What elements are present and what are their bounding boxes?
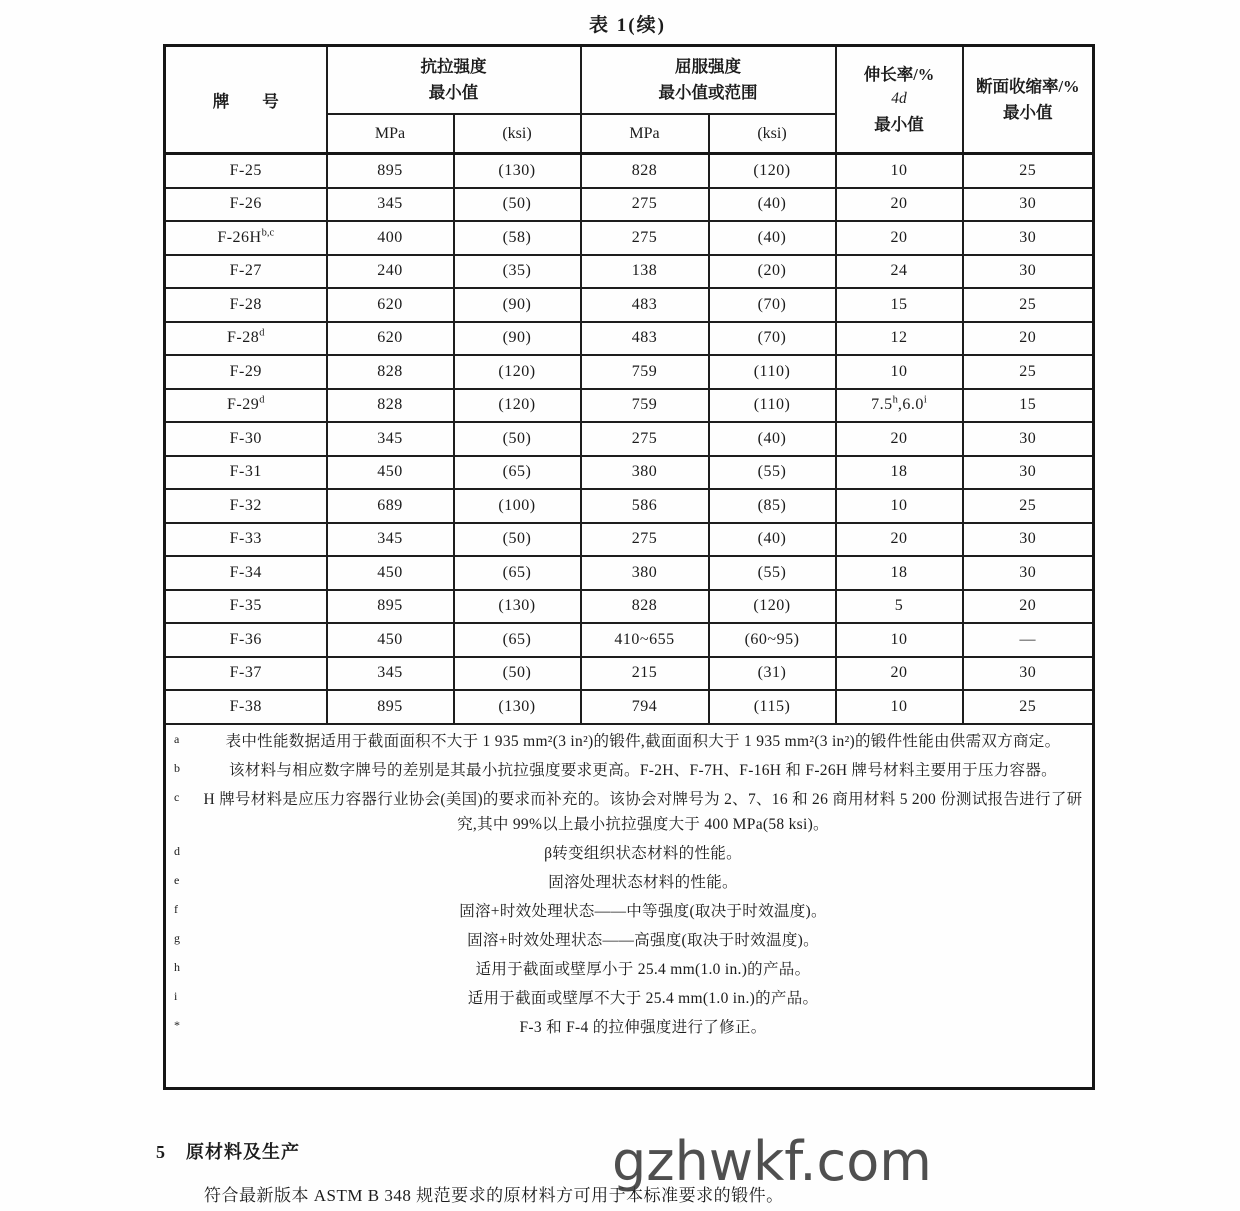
cell-tensile-mpa: 450 [327,623,454,657]
table-row [165,389,1094,423]
cell-tensile-mpa: 345 [327,523,454,557]
table-row [165,590,1094,624]
cell-yield-ksi: (85) [709,489,836,523]
cell-elongation: 5 [836,590,963,624]
cell-yield-mpa: 275 [581,422,709,456]
table-row [165,422,1094,456]
cell-yield-ksi: (55) [709,456,836,490]
cell-tensile-mpa: 828 [327,389,454,423]
cell-yield-ksi: (20) [709,255,836,289]
table-row [165,623,1094,657]
cell-elongation: 20 [836,523,963,557]
col-header-yield [581,46,836,115]
footnote-text: H 牌号材料是应压力容器行业协会(美国)的要求而补充的。该协会对牌号为 2、7、16 和 26 商用材料 5 200 份测试报告进行了研究,其中 99%以上最小抗拉强度大于 400 MPa(58 ksi)。 [203,790,1083,833]
cell-yield-mpa: 759 [581,355,709,389]
cell-tensile-mpa: 345 [327,657,454,691]
cell-yield-mpa: 275 [581,523,709,557]
cell-grade: F-25 [165,154,327,188]
cell-reduction: 30 [963,255,1094,289]
footnote-text: 表中性能数据适用于截面面积不大于 1 935 mm²(3 in²)的锻件,截面面积大于 1 935 mm²(3 in²)的锻件性能由供需双方商定。 [225,732,1061,750]
cell-yield-mpa: 586 [581,489,709,523]
cell-yield-ksi: (70) [709,322,836,356]
cell-grade: F-27 [165,255,327,289]
table-row [165,154,1094,188]
cell-tensile-ksi: (130) [454,690,581,724]
footnote-h [166,957,1092,982]
cell-yield-ksi: (120) [709,590,836,624]
materials-spec-table [163,44,1095,1090]
footnote-text: F-3 和 F-4 的拉伸强度进行了修正。 [519,1018,767,1036]
table-row [165,523,1094,557]
section-paragraph: 符合最新版本 ASTM B 348 规范要求的原材料方可用于本标准要求的锻件。 [204,1186,784,1205]
cell-tensile-ksi: (50) [454,657,581,691]
cell-yield-mpa: 215 [581,657,709,691]
col-header-grade: 牌 号 [165,46,327,154]
cell-tensile-mpa: 240 [327,255,454,289]
table-row [165,255,1094,289]
cell-tensile-ksi: (58) [454,221,581,255]
cell-elongation: 10 [836,355,963,389]
tensile-title: 抗拉强度 [420,57,487,77]
cell-reduction: 20 [963,590,1094,624]
footnote-text: 固溶+时效处理状态——高强度(取决于时效温度)。 [467,931,819,949]
cell-yield-ksi: (70) [709,288,836,322]
cell-yield-ksi: (55) [709,556,836,590]
footnote-label: c [174,789,180,804]
cell-yield-mpa: 828 [581,154,709,188]
footnote-text: 适用于截面或壁厚不大于 25.4 mm(1.0 in.)的产品。 [467,989,819,1007]
table-title: 表 1(续) [589,15,666,36]
cell-grade: F-32 [165,489,327,523]
cell-reduction: 15 [963,389,1094,423]
footnote-label: * [174,1017,181,1032]
cell-elongation: 18 [836,456,963,490]
cell-yield-ksi: (60~95) [709,623,836,657]
footnote-text: 固溶+时效处理状态——中等强度(取决于时效温度)。 [459,902,827,920]
cell-grade: F-34 [165,556,327,590]
yield-subtitle: 最小值或范围 [658,83,758,102]
cell-grade: F-30 [165,422,327,456]
cell-tensile-mpa: 689 [327,489,454,523]
cell-tensile-mpa: 895 [327,690,454,724]
tensile-subtitle: 最小值 [428,83,479,102]
cell-yield-ksi: (40) [709,523,836,557]
cell-reduction: 25 [963,489,1094,523]
cell-tensile-ksi: (65) [454,623,581,657]
cell-tensile-ksi: (50) [454,188,581,222]
cell-tensile-mpa: 450 [327,556,454,590]
cell-grade: F-28$^d$ [165,322,327,356]
footnote-label: g [174,930,181,945]
table-row [165,690,1094,724]
cell-tensile-ksi: (65) [454,556,581,590]
cell-reduction: 30 [963,657,1094,691]
cell-tensile-mpa: 620 [327,322,454,356]
cell-grade: F-35 [165,590,327,624]
cell-yield-ksi: (40) [709,422,836,456]
cell-reduction: 30 [963,556,1094,590]
footnote-label: e [174,872,180,887]
elongation-line1: 伸长率/% [863,64,935,84]
cell-tensile-mpa: 345 [327,188,454,222]
cell-elongation: 10 [836,489,963,523]
cell-grade: $F-26H^{b,c}$ [165,221,327,255]
table-row [165,221,1094,255]
cell-elongation: 15 [836,288,963,322]
footnote-c [166,787,1092,837]
footnotes-list [166,725,1092,1087]
table-row [165,456,1094,490]
cell-reduction: 25 [963,288,1094,322]
col-header-tensile [327,46,581,115]
cell-reduction: 20 [963,322,1094,356]
cell-tensile-ksi: (120) [454,355,581,389]
cell-reduction: 30 [963,221,1094,255]
cell-yield-mpa: 410~655 [581,623,709,657]
cell-grade: F-36 [165,623,327,657]
section-heading-text: 原材料及生产 [186,1142,300,1162]
footnote-e [166,870,1092,895]
footnote-g [166,928,1092,953]
cell-reduction: 25 [963,690,1094,724]
footnote-text: β转变组织状态材料的性能。 [544,844,742,862]
cell-tensile-mpa: 345 [327,422,454,456]
cell-yield-mpa: 759 [581,389,709,423]
footnotes-cell [165,724,1094,1089]
cell-reduction: 25 [963,154,1094,188]
cell-grade: F-28 [165,288,327,322]
cell-tensile-ksi: (100) [454,489,581,523]
section-heading [156,1138,300,1164]
table-row [165,489,1094,523]
unit-tensile-ksi: (ksi) [454,114,581,154]
cell-tensile-ksi: (50) [454,523,581,557]
yield-title: 屈服强度 [675,57,741,77]
cell-grade: F-38 [165,690,327,724]
footnote-a [166,729,1092,754]
cell-yield-mpa: 828 [581,590,709,624]
cell-yield-mpa: 483 [581,288,709,322]
cell-yield-ksi: (40) [709,188,836,222]
cell-elongation: 12 [836,322,963,356]
unit-tensile-mpa: MPa [327,114,454,154]
cell-tensile-mpa: 895 [327,590,454,624]
cell-elongation: 10 [836,154,963,188]
reduction-line1: 断面收缩率/% [975,76,1080,96]
table-row [165,322,1094,356]
section-number: 5 [156,1142,166,1162]
table-row [165,355,1094,389]
footnote-label: d [174,843,181,858]
cell-yield-mpa: 275 [581,221,709,255]
cell-tensile-ksi: (90) [454,322,581,356]
table-row [165,556,1094,590]
cell-elongation: 7.5$^h$,6.0$^i$ [836,389,963,423]
footnote-star [166,1015,1092,1040]
elongation-line2: 4d [891,90,907,108]
cell-tensile-mpa: 450 [327,456,454,490]
table-body [165,154,1094,724]
cell-tensile-ksi: (130) [454,154,581,188]
cell-elongation: 18 [836,556,963,590]
footnote-label: a [174,731,180,746]
footnote-text: 适用于截面或壁厚小于 25.4 mm(1.0 in.)的产品。 [475,960,811,978]
cell-elongation: 20 [836,221,963,255]
cell-elongation: 24 [836,255,963,289]
footnote-d [166,841,1092,866]
footnote-i [166,986,1092,1011]
cell-yield-ksi: (31) [709,657,836,691]
col-header-reduction [963,46,1094,154]
cell-yield-ksi: (120) [709,154,836,188]
cell-reduction: 30 [963,188,1094,222]
cell-reduction: 25 [963,355,1094,389]
footnote-label: i [174,988,178,1003]
cell-tensile-ksi: (130) [454,590,581,624]
cell-elongation: 10 [836,623,963,657]
cell-tensile-ksi: (90) [454,288,581,322]
table-row [165,657,1094,691]
cell-grade: F-29 [165,355,327,389]
cell-reduction: 30 [963,523,1094,557]
cell-grade: F-31 [165,456,327,490]
cell-yield-ksi: (110) [709,355,836,389]
cell-elongation: 20 [836,188,963,222]
cell-elongation: 10 [836,690,963,724]
cell-tensile-ksi: (50) [454,422,581,456]
cell-tensile-mpa: 620 [327,288,454,322]
cell-tensile-mpa: 828 [327,355,454,389]
cell-grade: F-33 [165,523,327,557]
cell-tensile-ksi: (120) [454,389,581,423]
cell-yield-mpa: 483 [581,322,709,356]
cell-yield-mpa: 138 [581,255,709,289]
footnote-label: f [174,901,179,916]
cell-grade: F-37 [165,657,327,691]
elongation-line3: 最小值 [874,114,924,134]
footnote-text: 固溶处理状态材料的性能。 [548,873,738,891]
footnote-b [166,758,1092,783]
watermark-text: gzhwkf.com [612,1130,932,1193]
cell-grade: F-26 [165,188,327,222]
cell-tensile-mpa: 400 [327,221,454,255]
cell-yield-mpa: 380 [581,556,709,590]
cell-yield-ksi: (40) [709,221,836,255]
table-row [165,188,1094,222]
cell-elongation: 20 [836,657,963,691]
cell-reduction: 30 [963,456,1094,490]
cell-yield-ksi: (115) [709,690,836,724]
table-row [165,288,1094,322]
cell-tensile-ksi: (65) [454,456,581,490]
reduction-line2: 最小值 [1003,102,1053,122]
col-header-elongation [836,46,963,154]
footnote-label: h [174,959,181,974]
cell-yield-mpa: 275 [581,188,709,222]
cell-yield-mpa: 380 [581,456,709,490]
cell-yield-ksi: (110) [709,389,836,423]
table-header [165,46,1094,154]
footnote-f [166,899,1092,924]
cell-reduction: 30 [963,422,1094,456]
cell-yield-mpa: 794 [581,690,709,724]
footnote-label: b [174,760,181,775]
footnote-text: 该材料与相应数字牌号的差别是其最小抗拉强度要求更高。F-2H、F-7H、F-16H 和 F-26H 牌号材料主要用于压力容器。 [229,761,1057,779]
cell-tensile-ksi: (35) [454,255,581,289]
cell-elongation: 20 [836,422,963,456]
unit-yield-ksi: (ksi) [709,114,836,154]
cell-tensile-mpa: 895 [327,154,454,188]
unit-yield-mpa: MPa [581,114,709,154]
cell-reduction: — [963,623,1094,657]
cell-grade: F-29$^d$ [165,389,327,423]
